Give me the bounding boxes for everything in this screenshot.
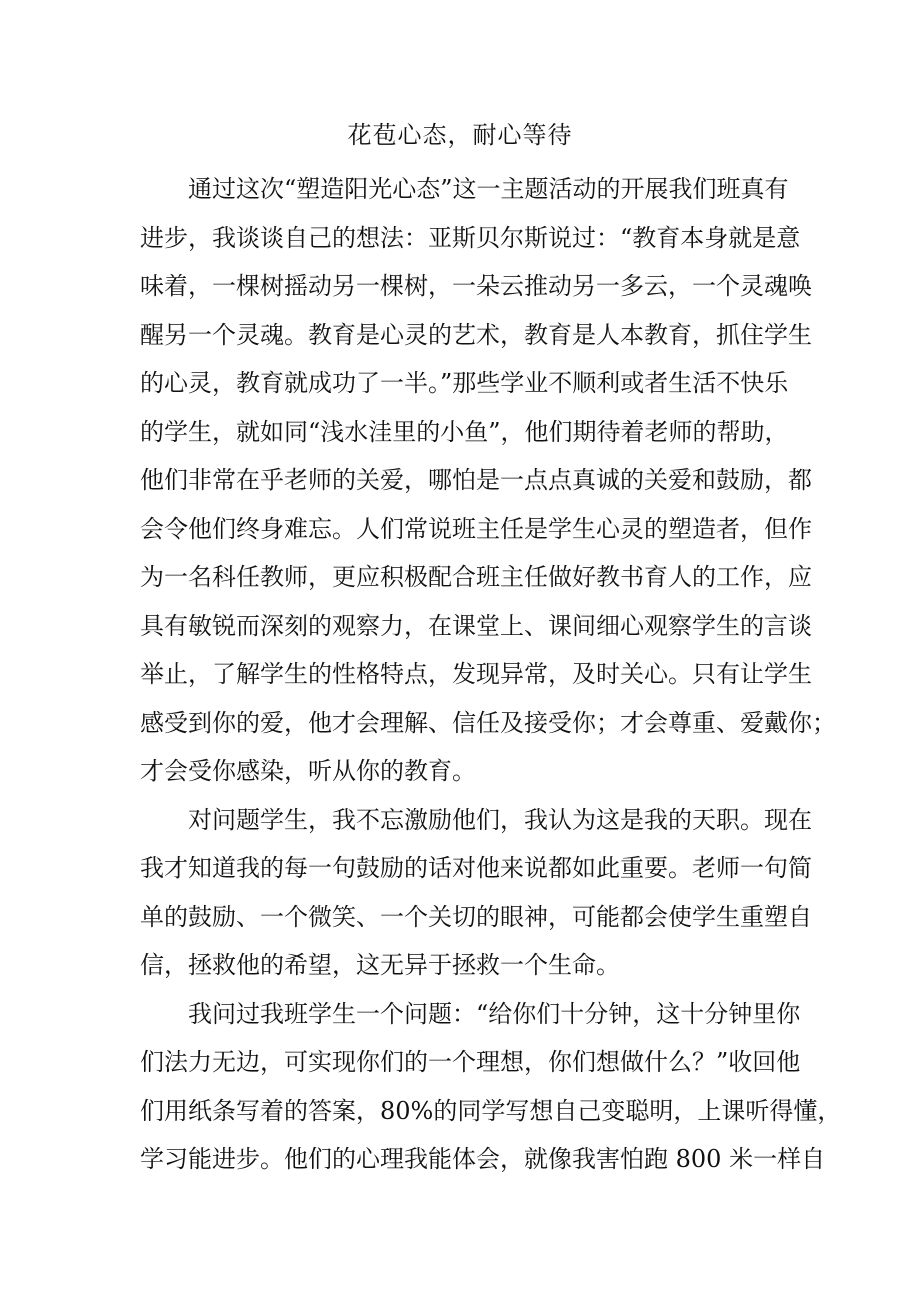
paragraph-1 <box>140 165 836 796</box>
paragraph-line: 醒另一个灵魂。教育是心灵的艺术，教育是人本教育，抓住学生 <box>140 320 812 349</box>
document-body <box>140 165 842 1184</box>
paragraph-line: 具有敏锐而深刻的观察力，在课堂上、课间细心观察学生的言谈 <box>140 611 812 640</box>
paragraph-line: 进步，我谈谈自己的想法：亚斯贝尔斯说过：“教育本身就是意 <box>140 223 801 252</box>
paragraph-line: 的心灵，教育就成功了一半。”那些学业不顺利或者生活不快乐 <box>140 369 789 397</box>
paragraph-line: 们用纸条写着的答案，80%的同学写想自己变聪明，上课听得懂， <box>140 1096 842 1125</box>
paragraph-line: 学习能进步。他们的心理我能体会，就像我害怕跑 800 米一样自 <box>140 1145 826 1173</box>
paragraph-line: 举止，了解学生的性格特点，发现异常，及时关心。只有让学生 <box>140 660 812 688</box>
paragraph-line: 的学生，就如同“浅水洼里的小鱼”，他们期待着老师的帮助， <box>140 417 789 446</box>
paragraph-line: 我问过我班学生一个问题：“给你们十分钟，这十分钟里你 <box>188 999 801 1028</box>
paragraph-line: 信，拯救他的希望，这无异于拯救一个生命。 <box>140 951 620 979</box>
paragraph-2 <box>140 796 812 990</box>
paragraph-line: 会令他们终身难忘。人们常说班主任是学生心灵的塑造者，但作 <box>140 514 812 543</box>
paragraph-line: 我才知道我的每一句鼓励的话对他来说都如此重要。老师一句简 <box>140 854 812 882</box>
document-title: 花苞心态，耐心等待 <box>347 121 573 149</box>
paragraph-line: 为一名科任教师，更应积极配合班主任做好教书育人的工作，应 <box>140 563 812 591</box>
paragraph-line: 感受到你的爱，他才会理解、信任及接受你；才会尊重、爱戴你； <box>140 708 836 737</box>
paragraph-line: 他们非常在乎老师的关爱，哪怕是一点点真诚的关爱和鼓励，都 <box>140 466 812 494</box>
paragraph-line: 味着，一棵树摇动另一棵树，一朵云推动另一多云，一个灵魂唤 <box>140 272 812 300</box>
paragraph-line: 单的鼓励、一个微笑、一个关切的眼神，可能都会使学生重塑自 <box>140 902 812 931</box>
paragraph-3 <box>140 990 842 1184</box>
paragraph-line: 对问题学生，我不忘激励他们，我认为这是我的天职。现在 <box>188 805 812 834</box>
paragraph-line: 才会受你感染，听从你的教育。 <box>140 757 476 785</box>
paragraph-line: 通过这次“塑造阳光心态”这一主题活动的开展我们班真有 <box>188 175 789 203</box>
paragraph-line: 们法力无边，可实现你们的一个理想，你们想做什么？”收回他 <box>140 1048 801 1076</box>
